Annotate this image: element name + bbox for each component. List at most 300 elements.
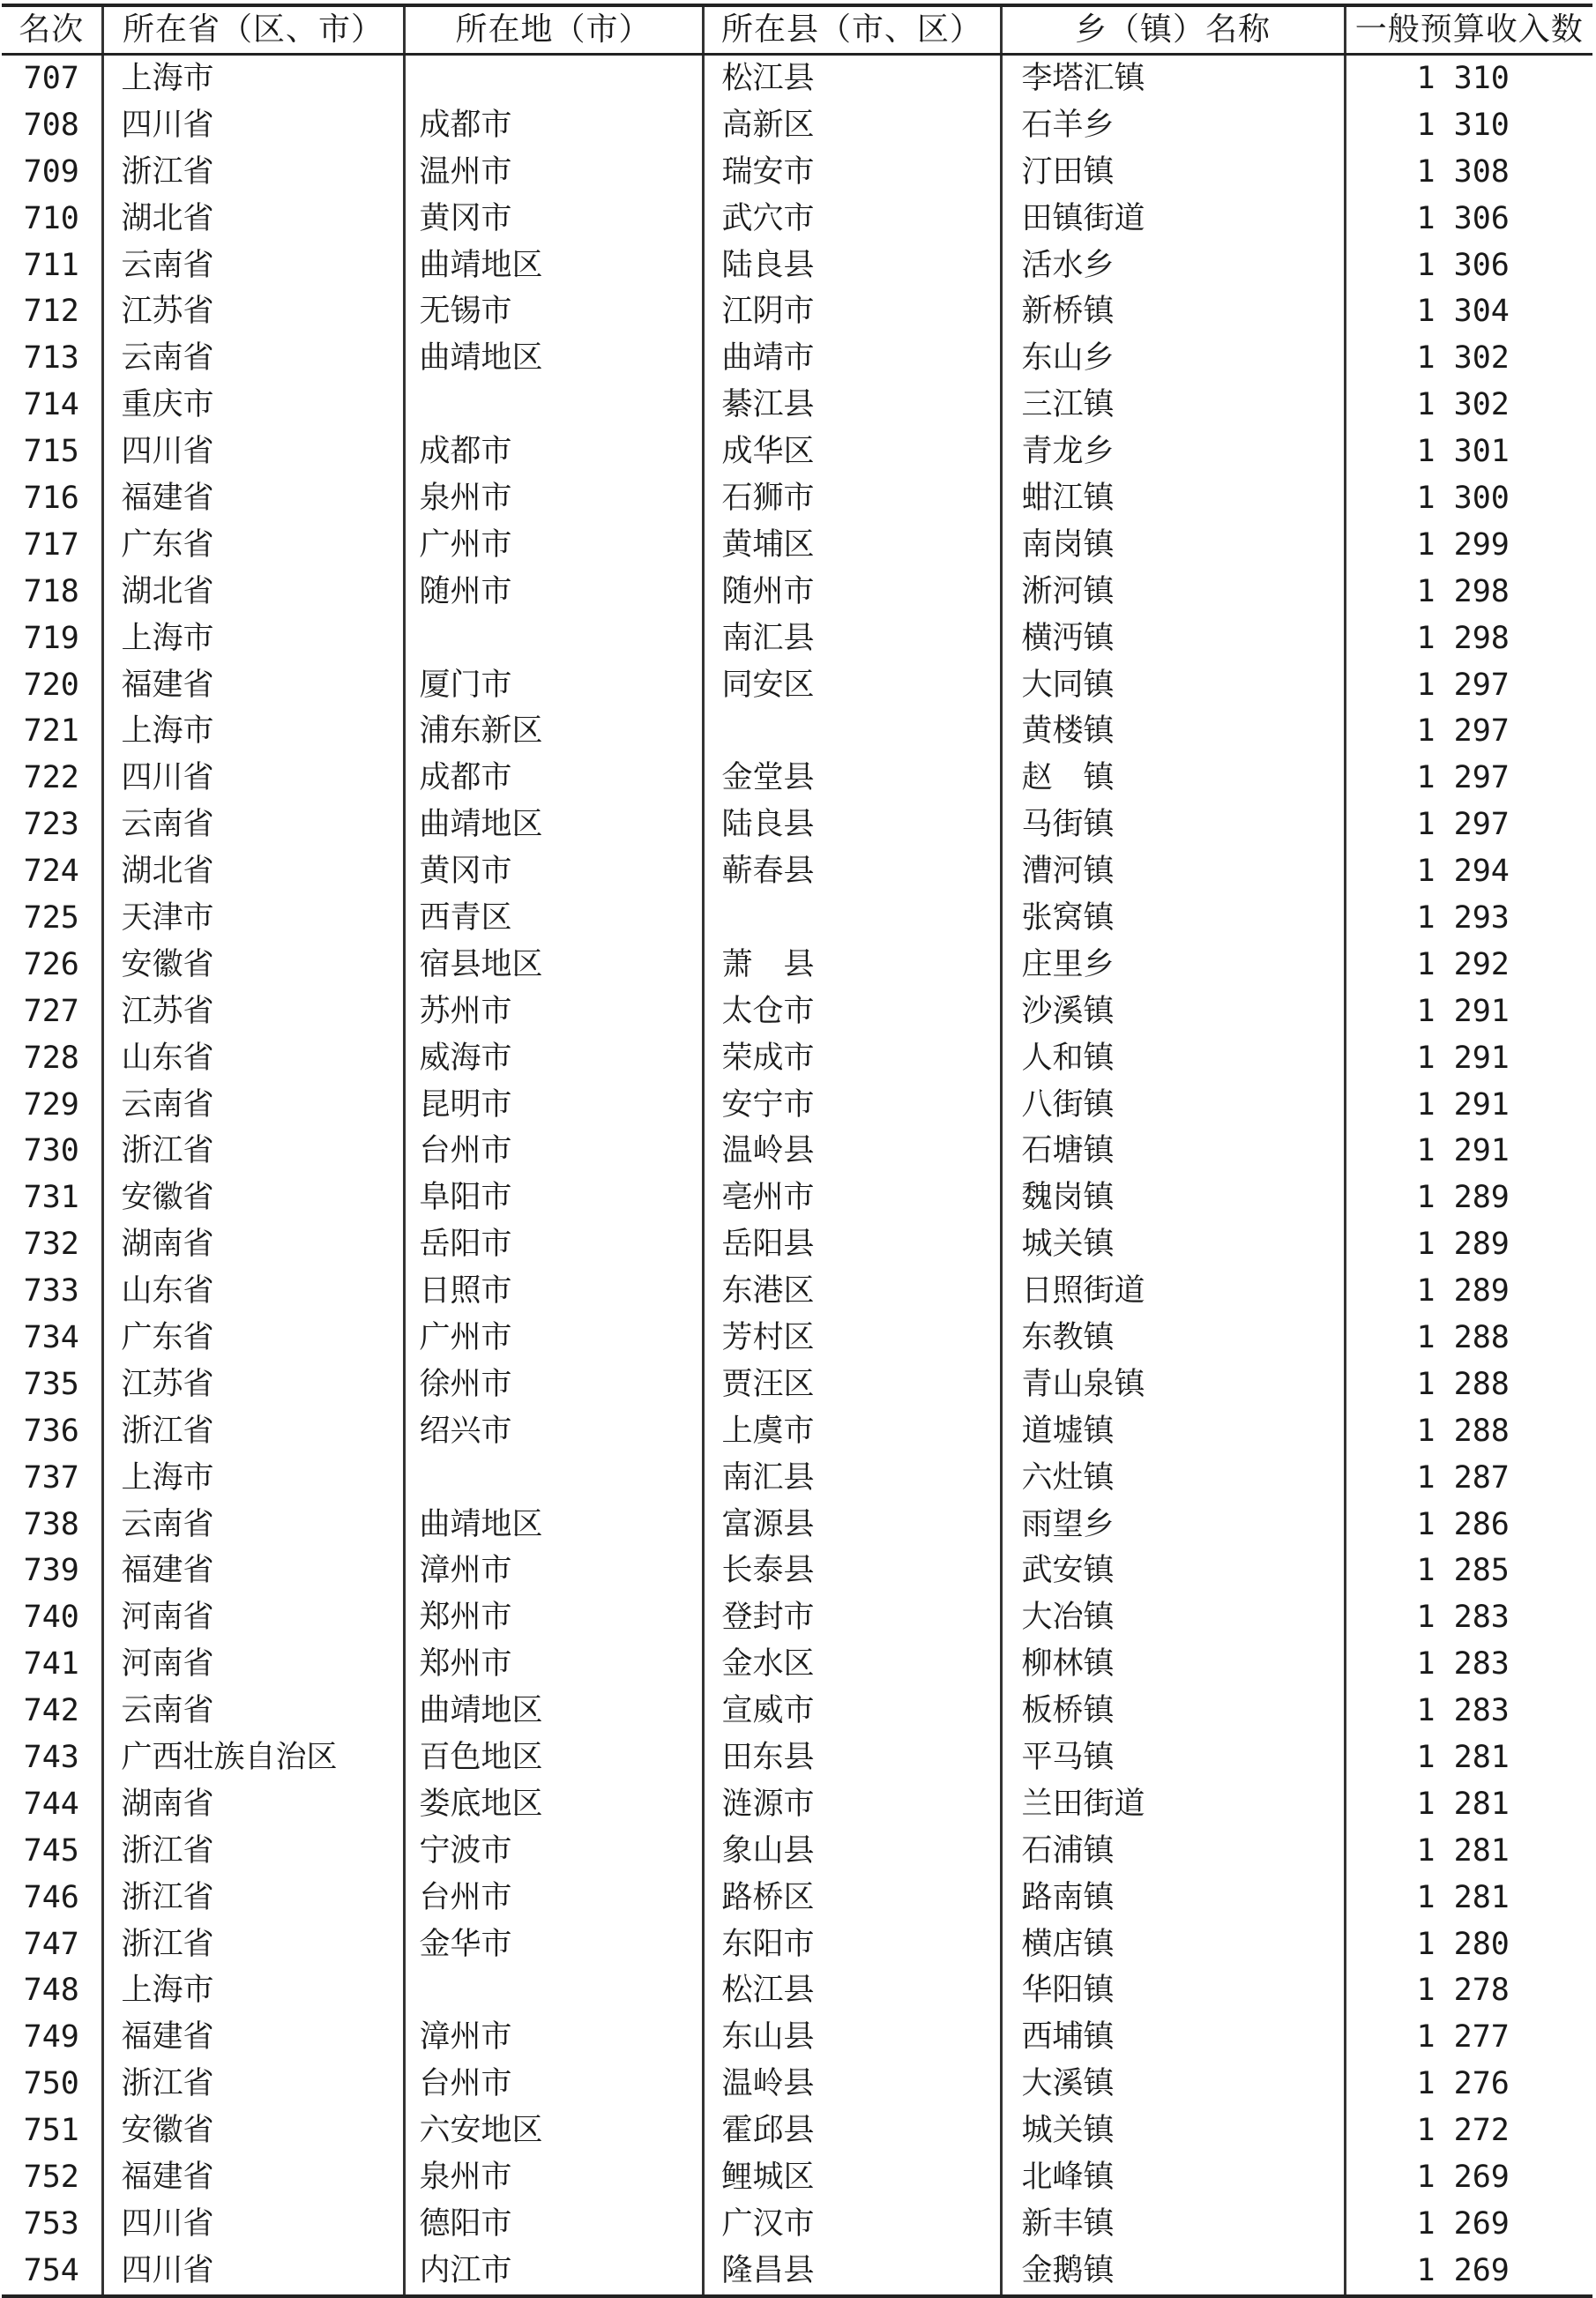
cell-county: 鲤城区	[703, 2154, 1001, 2201]
cell-province: 江苏省	[102, 989, 404, 1035]
cell-county: 芳村区	[703, 1315, 1001, 1362]
cell-city: 台州市	[404, 1128, 703, 1175]
cell-province: 广西壮族自治区	[102, 1735, 404, 1781]
cell-rank: 731	[23, 1180, 79, 1216]
cell-province: 四川省	[102, 102, 404, 149]
cell-town: 石羊乡	[1001, 102, 1345, 149]
cell-town: 新桥镇	[1001, 288, 1345, 335]
cell-county: 温岭县	[703, 2061, 1001, 2108]
cell-city: 娄底地区	[404, 1781, 703, 1828]
cell-province: 上海市	[102, 1968, 404, 2015]
cell-town: 新丰镇	[1001, 2201, 1345, 2248]
cell-county: 登封市	[703, 1594, 1001, 1641]
cell-rank: 717	[23, 526, 79, 563]
cell-rank: 727	[23, 993, 79, 1029]
cell-revenue: 1 276	[1345, 2061, 1592, 2108]
cell-county: 东港区	[703, 1268, 1001, 1315]
cell-town: 大冶镇	[1001, 1594, 1345, 1641]
cell-rank: 747	[23, 1926, 79, 1962]
cell-town: 城关镇	[1001, 2108, 1345, 2154]
cell-revenue: 1 280	[1345, 1921, 1592, 1968]
cell-town: 北峰镇	[1001, 2154, 1345, 2201]
cell-town: 八街镇	[1001, 1082, 1345, 1129]
cell-province: 云南省	[102, 1688, 404, 1735]
cell-province: 浙江省	[102, 1408, 404, 1455]
cell-county: 东阳市	[703, 1921, 1001, 1968]
cell-province: 山东省	[102, 1268, 404, 1315]
cell-revenue: 1 269	[1345, 2154, 1592, 2201]
cell-county: 富源县	[703, 1502, 1001, 1548]
cell-rank: 750	[23, 2066, 79, 2102]
cell-town: 淅河镇	[1001, 569, 1345, 616]
cell-revenue: 1 310	[1345, 55, 1592, 102]
cell-city	[404, 55, 703, 102]
table-row	[2, 1082, 1592, 1129]
cell-town: 石浦镇	[1001, 1828, 1345, 1875]
table-row	[2, 1268, 1592, 1315]
cell-county: 岳阳县	[703, 1221, 1001, 1268]
cell-town: 大同镇	[1001, 662, 1345, 709]
cell-rank: 748	[23, 1973, 79, 2009]
cell-revenue: 1 304	[1345, 288, 1592, 335]
table-row	[2, 755, 1592, 802]
table-row	[2, 1315, 1592, 1362]
cell-revenue: 1 297	[1345, 662, 1592, 709]
table-row	[2, 2108, 1592, 2154]
cell-city: 台州市	[404, 2061, 703, 2108]
cell-county: 上虞市	[703, 1408, 1001, 1455]
cell-town: 板桥镇	[1001, 1688, 1345, 1735]
cell-revenue: 1 287	[1345, 1455, 1592, 1502]
cell-city: 黄冈市	[404, 196, 703, 242]
cell-city: 漳州市	[404, 2014, 703, 2061]
cell-province: 湖南省	[102, 1781, 404, 1828]
cell-rank: 720	[23, 667, 79, 703]
cell-revenue: 1 292	[1345, 942, 1592, 989]
table-body	[2, 55, 1592, 2296]
cell-county: 随州市	[703, 569, 1001, 616]
cell-city: 曲靖地区	[404, 802, 703, 848]
table-row	[2, 1128, 1592, 1175]
table-row	[2, 55, 1592, 102]
cell-rank: 732	[23, 1227, 79, 1263]
table-row	[2, 1362, 1592, 1408]
cell-revenue: 1 302	[1345, 335, 1592, 382]
cell-rank: 711	[23, 247, 79, 283]
cell-town: 平马镇	[1001, 1735, 1345, 1781]
cell-city: 广州市	[404, 522, 703, 569]
cell-county: 东山县	[703, 2014, 1001, 2061]
cell-province: 四川省	[102, 429, 404, 475]
cell-province: 云南省	[102, 1502, 404, 1548]
cell-county: 蕲春县	[703, 848, 1001, 895]
cell-rank: 746	[23, 1879, 79, 1915]
cell-town: 金鹅镇	[1001, 2248, 1345, 2296]
cell-town: 西埔镇	[1001, 2014, 1345, 2061]
cell-province: 河南省	[102, 1641, 404, 1688]
table-row	[2, 2201, 1592, 2248]
cell-town: 横沔镇	[1001, 616, 1345, 662]
cell-town: 日照街道	[1001, 1268, 1345, 1315]
table-row	[2, 895, 1592, 942]
cell-province: 浙江省	[102, 149, 404, 196]
cell-town: 魏岗镇	[1001, 1175, 1345, 1221]
cell-revenue: 1 291	[1345, 1035, 1592, 1082]
cell-province: 福建省	[102, 1548, 404, 1595]
table-row	[2, 1875, 1592, 1921]
header-province: 所在省（区、市）	[102, 5, 404, 55]
cell-province: 福建省	[102, 662, 404, 709]
cell-county: 高新区	[703, 102, 1001, 149]
table-row	[2, 942, 1592, 989]
cell-city: 温州市	[404, 149, 703, 196]
table-row	[2, 989, 1592, 1035]
cell-town: 城关镇	[1001, 1221, 1345, 1268]
cell-city: 金华市	[404, 1921, 703, 1968]
cell-revenue: 1 277	[1345, 2014, 1592, 2061]
cell-city: 百色地区	[404, 1735, 703, 1781]
cell-town: 武安镇	[1001, 1548, 1345, 1595]
cell-county: 陆良县	[703, 242, 1001, 289]
cell-rank: 712	[23, 294, 79, 330]
cell-province: 云南省	[102, 802, 404, 848]
cell-county: 象山县	[703, 1828, 1001, 1875]
cell-province: 浙江省	[102, 1828, 404, 1875]
table-row	[2, 1548, 1592, 1595]
table-row	[2, 1968, 1592, 2015]
table-row	[2, 242, 1592, 289]
header-rank: 名次	[2, 5, 102, 55]
cell-rank: 736	[23, 1413, 79, 1449]
cell-rank: 729	[23, 1086, 79, 1123]
cell-revenue: 1 269	[1345, 2248, 1592, 2296]
cell-rank: 733	[23, 1273, 79, 1309]
cell-rank: 739	[23, 1553, 79, 1589]
table-row	[2, 616, 1592, 662]
cell-county: 武穴市	[703, 196, 1001, 242]
cell-city: 曲靖地区	[404, 242, 703, 289]
cell-rank: 753	[23, 2205, 79, 2242]
cell-county: 綦江县	[703, 382, 1001, 429]
cell-rank: 718	[23, 573, 79, 609]
cell-revenue: 1 269	[1345, 2201, 1592, 2248]
cell-rank: 709	[23, 153, 79, 190]
cell-county: 曲靖市	[703, 335, 1001, 382]
cell-rank: 708	[23, 107, 79, 143]
cell-city: 西青区	[404, 895, 703, 942]
cell-town: 马街镇	[1001, 802, 1345, 848]
cell-province: 江苏省	[102, 1362, 404, 1408]
table-row	[2, 1688, 1592, 1735]
cell-rank: 751	[23, 2113, 79, 2149]
cell-revenue: 1 283	[1345, 1594, 1592, 1641]
table-row	[2, 1781, 1592, 1828]
cell-town: 活水乡	[1001, 242, 1345, 289]
cell-town: 东教镇	[1001, 1315, 1345, 1362]
cell-rank: 719	[23, 620, 79, 656]
cell-rank: 730	[23, 1133, 79, 1169]
cell-province: 四川省	[102, 755, 404, 802]
cell-province: 四川省	[102, 2201, 404, 2248]
table-row	[2, 1502, 1592, 1548]
cell-town: 李塔汇镇	[1001, 55, 1345, 102]
table-row	[2, 2061, 1592, 2108]
table-row	[2, 569, 1592, 616]
cell-province: 浙江省	[102, 2061, 404, 2108]
cell-revenue: 1 289	[1345, 1221, 1592, 1268]
cell-county: 田东县	[703, 1735, 1001, 1781]
cell-province: 云南省	[102, 335, 404, 382]
table-row	[2, 429, 1592, 475]
cell-county: 陆良县	[703, 802, 1001, 848]
cell-revenue: 1 281	[1345, 1875, 1592, 1921]
cell-county	[703, 708, 1001, 755]
cell-rank: 722	[23, 760, 79, 796]
cell-county: 贾汪区	[703, 1362, 1001, 1408]
cell-revenue: 1 294	[1345, 848, 1592, 895]
header-city: 所在地（市）	[404, 5, 703, 55]
cell-rank: 744	[23, 1786, 79, 1822]
cell-rank: 707	[23, 60, 79, 96]
cell-rank: 710	[23, 200, 79, 236]
cell-rank: 723	[23, 807, 79, 843]
cell-county: 广汉市	[703, 2201, 1001, 2248]
cell-rank: 737	[23, 1459, 79, 1496]
cell-rank: 716	[23, 480, 79, 516]
cell-revenue: 1 308	[1345, 149, 1592, 196]
cell-rank: 728	[23, 1040, 79, 1076]
cell-county	[703, 895, 1001, 942]
cell-revenue: 1 299	[1345, 522, 1592, 569]
cell-town: 南岗镇	[1001, 522, 1345, 569]
cell-town: 六灶镇	[1001, 1455, 1345, 1502]
cell-rank: 741	[23, 1646, 79, 1682]
cell-rank: 721	[23, 713, 79, 750]
table-row	[2, 102, 1592, 149]
cell-revenue: 1 278	[1345, 1968, 1592, 2015]
cell-revenue: 1 298	[1345, 569, 1592, 616]
cell-county: 南汇县	[703, 616, 1001, 662]
cell-town: 石塘镇	[1001, 1128, 1345, 1175]
cell-county: 涟源市	[703, 1781, 1001, 1828]
cell-revenue: 1 302	[1345, 382, 1592, 429]
cell-revenue: 1 306	[1345, 242, 1592, 289]
cell-city: 黄冈市	[404, 848, 703, 895]
cell-city: 漳州市	[404, 1548, 703, 1595]
ranking-table	[2, 4, 1592, 2298]
cell-rank: 714	[23, 387, 79, 423]
table-row	[2, 1735, 1592, 1781]
table-row	[2, 2014, 1592, 2061]
cell-town: 黄楼镇	[1001, 708, 1345, 755]
cell-province: 浙江省	[102, 1875, 404, 1921]
cell-town: 兰田街道	[1001, 1781, 1345, 1828]
cell-town: 漕河镇	[1001, 848, 1345, 895]
cell-province: 安徽省	[102, 942, 404, 989]
cell-province: 重庆市	[102, 382, 404, 429]
cell-city: 浦东新区	[404, 708, 703, 755]
cell-province: 山东省	[102, 1035, 404, 1082]
cell-city: 阜阳市	[404, 1175, 703, 1221]
table-row	[2, 149, 1592, 196]
cell-city: 岳阳市	[404, 1221, 703, 1268]
cell-rank: 742	[23, 1693, 79, 1729]
cell-city: 随州市	[404, 569, 703, 616]
cell-city: 昆明市	[404, 1082, 703, 1129]
cell-town: 路南镇	[1001, 1875, 1345, 1921]
cell-city	[404, 616, 703, 662]
cell-revenue: 1 272	[1345, 2108, 1592, 2154]
cell-county: 安宁市	[703, 1082, 1001, 1129]
cell-town: 横店镇	[1001, 1921, 1345, 1968]
table-row	[2, 196, 1592, 242]
cell-town: 东山乡	[1001, 335, 1345, 382]
cell-city: 郑州市	[404, 1641, 703, 1688]
table-header	[2, 5, 1592, 55]
cell-rank: 738	[23, 1506, 79, 1542]
cell-rank: 743	[23, 1740, 79, 1775]
cell-county: 南汇县	[703, 1455, 1001, 1502]
cell-town: 青龙乡	[1001, 429, 1345, 475]
cell-province: 湖北省	[102, 848, 404, 895]
cell-revenue: 1 297	[1345, 802, 1592, 848]
cell-town: 田镇街道	[1001, 196, 1345, 242]
cell-province: 福建省	[102, 2014, 404, 2061]
cell-rank: 725	[23, 899, 79, 936]
cell-province: 广东省	[102, 522, 404, 569]
cell-town: 张窝镇	[1001, 895, 1345, 942]
cell-city: 泉州市	[404, 2154, 703, 2201]
cell-province: 浙江省	[102, 1921, 404, 1968]
cell-province: 浙江省	[102, 1128, 404, 1175]
cell-city: 曲靖地区	[404, 335, 703, 382]
cell-city: 曲靖地区	[404, 1502, 703, 1548]
cell-revenue: 1 301	[1345, 429, 1592, 475]
cell-town: 庄里乡	[1001, 942, 1345, 989]
cell-province: 福建省	[102, 2154, 404, 2201]
table-row	[2, 335, 1592, 382]
cell-county: 萧 县	[703, 942, 1001, 989]
cell-county: 亳州市	[703, 1175, 1001, 1221]
cell-province: 湖南省	[102, 1221, 404, 1268]
cell-county: 宣威市	[703, 1688, 1001, 1735]
table-row	[2, 1641, 1592, 1688]
cell-revenue: 1 291	[1345, 1128, 1592, 1175]
cell-rank: 724	[23, 854, 79, 890]
table-row	[2, 1221, 1592, 1268]
header-town: 乡（镇）名称	[1001, 5, 1345, 55]
cell-city: 成都市	[404, 429, 703, 475]
cell-revenue: 1 289	[1345, 1175, 1592, 1221]
table-row	[2, 2248, 1592, 2296]
cell-town: 大溪镇	[1001, 2061, 1345, 2108]
cell-rank: 726	[23, 946, 79, 982]
cell-province: 四川省	[102, 2248, 404, 2296]
cell-city: 成都市	[404, 755, 703, 802]
cell-rank: 734	[23, 1319, 79, 1355]
cell-town: 道墟镇	[1001, 1408, 1345, 1455]
cell-revenue: 1 297	[1345, 708, 1592, 755]
cell-city: 泉州市	[404, 475, 703, 522]
cell-county: 石狮市	[703, 475, 1001, 522]
cell-county: 瑞安市	[703, 149, 1001, 196]
cell-province: 云南省	[102, 1082, 404, 1129]
header-county: 所在县（市、区）	[703, 5, 1001, 55]
cell-revenue: 1 300	[1345, 475, 1592, 522]
table-row	[2, 1594, 1592, 1641]
cell-county: 金水区	[703, 1641, 1001, 1688]
table-row	[2, 1455, 1592, 1502]
table-row	[2, 1921, 1592, 1968]
table-row	[2, 1408, 1592, 1455]
cell-county: 荣成市	[703, 1035, 1001, 1082]
cell-county: 长泰县	[703, 1548, 1001, 1595]
cell-city: 威海市	[404, 1035, 703, 1082]
cell-rank: 749	[23, 2019, 79, 2056]
cell-city: 郑州市	[404, 1594, 703, 1641]
cell-city: 宁波市	[404, 1828, 703, 1875]
table-row	[2, 662, 1592, 709]
cell-city: 徐州市	[404, 1362, 703, 1408]
cell-rank: 752	[23, 2160, 79, 2196]
cell-revenue: 1 288	[1345, 1315, 1592, 1362]
header-row	[2, 5, 1592, 55]
cell-city: 内江市	[404, 2248, 703, 2296]
table-row	[2, 1035, 1592, 1082]
cell-city: 广州市	[404, 1315, 703, 1362]
cell-revenue: 1 283	[1345, 1641, 1592, 1688]
cell-town: 雨望乡	[1001, 1502, 1345, 1548]
cell-rank: 735	[23, 1366, 79, 1402]
table-row	[2, 382, 1592, 429]
table-row	[2, 522, 1592, 569]
cell-province: 上海市	[102, 708, 404, 755]
cell-revenue: 1 281	[1345, 1781, 1592, 1828]
cell-city: 苏州市	[404, 989, 703, 1035]
cell-revenue: 1 288	[1345, 1362, 1592, 1408]
cell-county: 太仓市	[703, 989, 1001, 1035]
cell-city: 绍兴市	[404, 1408, 703, 1455]
cell-town: 华阳镇	[1001, 1968, 1345, 2015]
cell-rank: 740	[23, 1600, 79, 1636]
cell-town: 汀田镇	[1001, 149, 1345, 196]
cell-city	[404, 1968, 703, 2015]
cell-province: 河南省	[102, 1594, 404, 1641]
cell-revenue: 1 310	[1345, 102, 1592, 149]
cell-revenue: 1 286	[1345, 1502, 1592, 1548]
cell-revenue: 1 281	[1345, 1735, 1592, 1781]
cell-city: 日照市	[404, 1268, 703, 1315]
cell-county: 江阴市	[703, 288, 1001, 335]
cell-province: 天津市	[102, 895, 404, 942]
cell-revenue: 1 283	[1345, 1688, 1592, 1735]
cell-town: 柳林镇	[1001, 1641, 1345, 1688]
cell-town: 赵 镇	[1001, 755, 1345, 802]
cell-city: 六安地区	[404, 2108, 703, 2154]
cell-county: 金堂县	[703, 755, 1001, 802]
cell-town: 青山泉镇	[1001, 1362, 1345, 1408]
cell-revenue: 1 291	[1345, 989, 1592, 1035]
cell-rank: 754	[23, 2252, 79, 2288]
table-row	[2, 802, 1592, 848]
cell-county: 松江县	[703, 55, 1001, 102]
cell-county: 松江县	[703, 1968, 1001, 2015]
cell-rank: 713	[23, 340, 79, 377]
table-row	[2, 1828, 1592, 1875]
cell-revenue: 1 281	[1345, 1828, 1592, 1875]
cell-city: 曲靖地区	[404, 1688, 703, 1735]
cell-province: 安徽省	[102, 1175, 404, 1221]
